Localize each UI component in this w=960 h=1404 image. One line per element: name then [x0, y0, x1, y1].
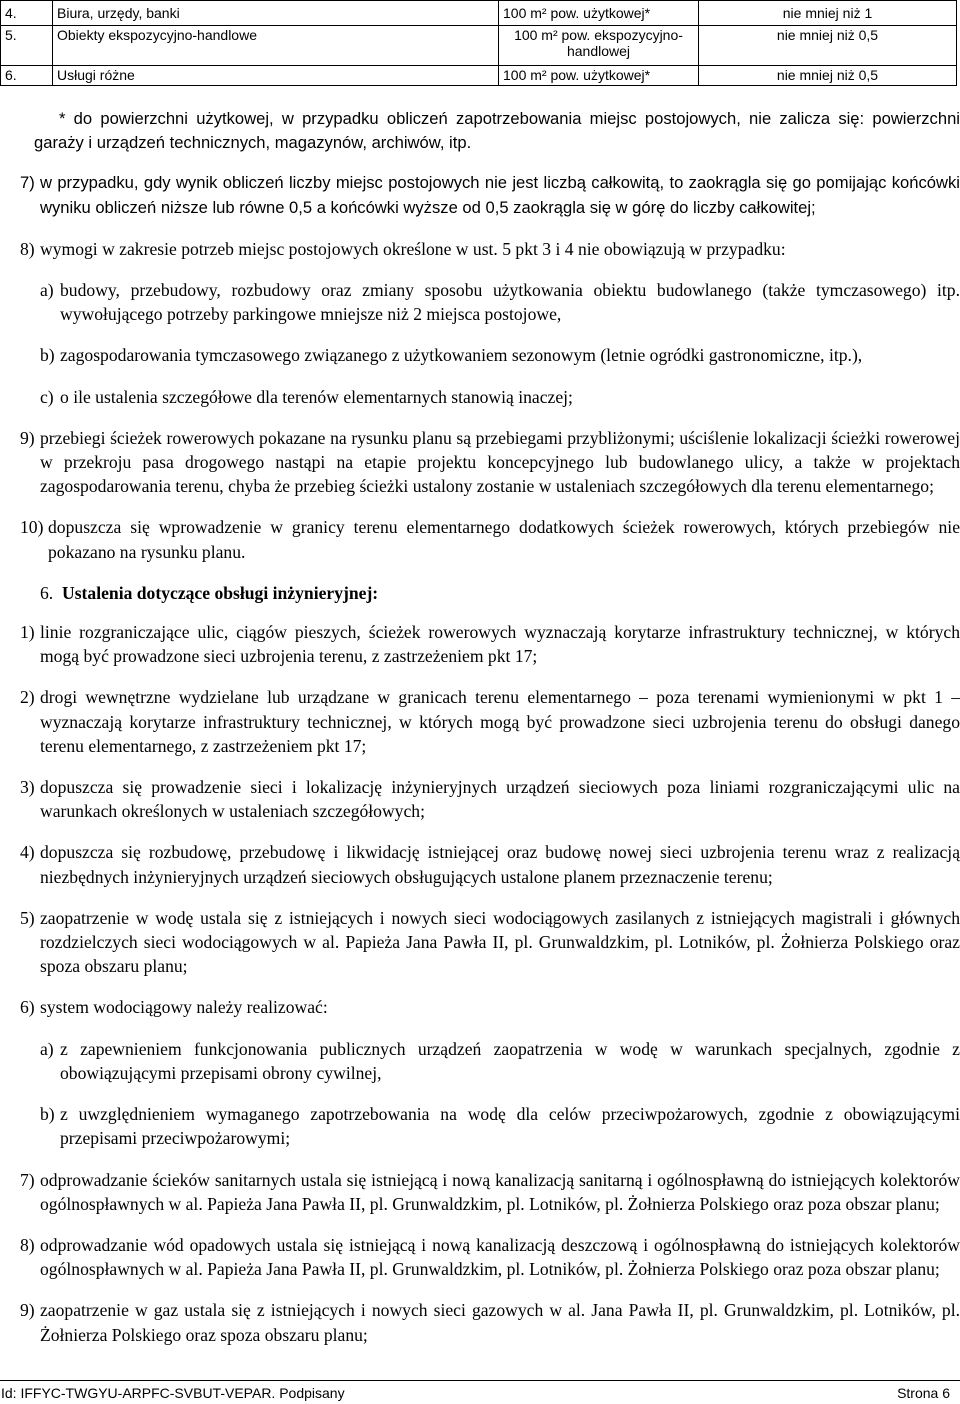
table-cell-object: Usługi różne: [53, 66, 499, 86]
list-item-number: 4): [20, 842, 35, 863]
list-item: [20, 775, 960, 823]
sub-list-item-text: budowy, przebudowy, rozbudowy oraz zmiany sposobu użytkowania obiektu budowlanego (także tymczasowego) itp. wywołującego potrzeby parkingowe mniejsze niż 2 miejsca postojowe,: [60, 280, 960, 325]
sub-list-item-text: o ile ustalenia szczegółowe dla terenów elementarnych stanowią inaczej;: [60, 386, 573, 407]
table-row: [1, 26, 957, 66]
sub-list-item-text: z uwzględnieniem wymaganego zapotrzebowania na wodę dla celów przeciwpożarowych, zgodnie z obowiązującymi przepisami przeciwpożarowymi;: [60, 1104, 960, 1149]
list-item-text: zaopatrzenie w wodę ustala się z istniejących i nowych sieci wodociągowych zasilanych z istniejących magistrali i głównych rozdzielczych sieci wodociągowych w al. Papieża Jana Pawła II, pl. Grunwaldzkim, pl. Lotników, pl. Żołnierza Polskiego oraz spoza obszaru planu;: [40, 907, 960, 977]
list-item-text: w przypadku, gdy wynik obliczeń liczby miejsc postojowych nie jest liczbą całkowitą, to zaokrągla się go pomijając końcówki wyniku obliczeń niższe lub równe 0,5 a końcówki wyższe od 0,5 zaokrągla się w górę do liczby całkowitej;: [40, 173, 960, 217]
list-item-number: 7): [20, 173, 35, 193]
sub-list-item-text: z zapewnieniem funkcjonowania publicznych urządzeń zaopatrzenia w wodę w warunkach specjalnych, zgodnie z obowiązującymi przepisami obrony cywilnej,: [60, 1038, 960, 1083]
list-item-number: 2): [20, 687, 35, 708]
list-item: [20, 906, 960, 979]
list-item-number: 6): [20, 997, 35, 1018]
list-item-text: drogi wewnętrzne wydzielane lub urządzane w granicach terenu elementarnego – poza terenami wymienionymi w pkt 1 – wyznaczają korytarze infrastruktury technicznej, w których mogą być prowadzone sieci uzbrojenia terenu do obsługi danego terenu elementarnego, z zastrzeżeniem pkt 17;: [40, 687, 960, 756]
table-cell-number: 4.: [1, 1, 53, 26]
list-item-number: 8): [20, 238, 35, 259]
list-item-text: odprowadzanie wód opadowych ustala się istniejącą i nową kanalizacją deszczową i ogólnospławną do istniejących kolektorów ogólnospławnych w al. Papieża Jana Pawła II, pl. Grunwaldzkim, pl. Lotników, pl. Żołnierza Polskiego oraz poza obszar planu;: [40, 1234, 960, 1280]
list-item-text: odprowadzanie ścieków sanitarnych ustala się istniejącą i nową kanalizacją sanitarną i ogólnospławną do istniejących kolektorów ogólnospławnych w al. Papieża Jana Pawła II, pl. Grunwaldzkim, pl. Lotników, pl. Żołnierza Polskiego oraz poza obszar planu;: [40, 1169, 960, 1214]
list-item: [20, 171, 960, 219]
list-item-text: dopuszcza się wprowadzenie w granicy terenu elementarnego dodatkowych ścieżek rowerowych, których przebiegów nie pokazano na rysunku planu.: [48, 517, 960, 562]
sub-list-item-letter: b): [40, 345, 55, 366]
list-item-number: 8): [20, 1234, 35, 1255]
list-item-text: wymogi w zakresie potrzeb miejsc postojowych określone w ust. 5 pkt 3 i 4 nie obowiązują w przypadku:: [40, 238, 786, 259]
list-item: [20, 1168, 960, 1216]
parking-requirements-table: [0, 0, 957, 86]
list-item: [20, 685, 960, 758]
sub-list-item-letter: a): [40, 280, 54, 301]
list-item-number: 9): [20, 1300, 35, 1321]
sub-list-item: [20, 385, 960, 409]
list-item-number: 5): [20, 907, 35, 928]
table-footnote: * do powierzchni użytkowej, w przypadku obliczeń zapotrzebowania miejsc postojowych, nie zalicza się: powierzchni garaży i urządzeń technicznych, magazynów, archiwów, itp.: [34, 109, 960, 153]
list-item-text: zaopatrzenie w gaz ustala się z istniejących i nowych sieci gazowych w al. Jana Pawła II, pl. Grunwaldzkim, pl. Lotników, pl. Żołnierza Polskiego oraz spoza obszaru planu;: [40, 1300, 960, 1345]
section-heading: [40, 581, 960, 605]
list-item: [20, 1298, 960, 1346]
section-title: Ustalenia dotyczące obsługi inżynieryjnej:: [62, 582, 379, 603]
list-item: [20, 1233, 960, 1281]
document-id: Id: IFFYC-TWGYU-ARPFC-SVBUT-VEPAR. Podpisany: [1, 1385, 345, 1401]
section-number: 6.: [40, 582, 54, 603]
table-cell-object: Biura, urzędy, banki: [53, 1, 499, 26]
list-item-text: system wodociągowy należy realizować:: [40, 997, 328, 1018]
list-item: [20, 995, 960, 1019]
table-cell-value: nie mniej niż 0,5: [699, 66, 957, 86]
list-item-number: 7): [20, 1169, 35, 1190]
list-item-number: 9): [20, 427, 35, 448]
sub-list-item-letter: b): [40, 1104, 55, 1125]
sub-list-item-letter: c): [40, 386, 54, 407]
list-item-text: linie rozgraniczające ulic, ciągów pieszych, ścieżek rowerowych wyznaczają korytarze infrastruktury technicznej, w których mogą być prowadzone sieci uzbrojenia terenu, z zastrzeżeniem pkt 17;: [40, 622, 960, 667]
list-item-text: dopuszcza się prowadzenie sieci i lokalizację inżynieryjnych urządzeń sieciowych poza liniami rozgraniczającymi ulic na warunkach określonych w ustaleniach szczegółowych;: [40, 777, 960, 822]
footer-divider: [0, 1380, 960, 1381]
list-item-number: 1): [20, 622, 35, 643]
table-cell-value: nie mniej niż 0,5: [699, 26, 957, 66]
sub-list-item: [20, 343, 960, 367]
list-item-number: 10): [20, 517, 44, 538]
list-item: [20, 620, 960, 668]
table-cell-number: 6.: [1, 66, 53, 86]
list-item: [20, 237, 960, 261]
document-body: [20, 107, 960, 1364]
table-cell-unit: 100 m² pow. użytkowej*: [499, 66, 699, 86]
list-item-text: dopuszcza się rozbudowę, przebudowę i likwidację istniejącej oraz budowę nowej sieci uzbrojenia terenu wraz z realizacją niezbędnych inżynieryjnych urządzeń sieciowych obsługujących ustalone planem przeznaczenie terenu;: [40, 842, 960, 887]
list-item: [20, 515, 960, 563]
sub-list-item: [20, 1037, 960, 1085]
page-number: Strona 6: [897, 1385, 950, 1401]
list-item-text: przebiegi ścieżek rowerowych pokazane na rysunku planu są przebiegami przybliżonymi; uściślenie lokalizacji ścieżki rowerowej w przekroju pasa drogowego nastąpi na etapie projektu koncepcyjnego lub budowlanego ulicy, a także w projektach zagospodarowania terenu, chyba że przebieg ścieżki ustalony zostanie w ustaleniach szczegółowych dla terenu elementarnego;: [40, 427, 960, 497]
table-row: [1, 1, 957, 26]
sub-list-item: [20, 1102, 960, 1150]
table-cell-unit: 100 m² pow. użytkowej*: [499, 1, 699, 26]
sub-list-item: [20, 278, 960, 326]
table-cell-value: nie mniej niż 1: [699, 1, 957, 26]
table-cell-number: 5.: [1, 26, 53, 66]
list-item-number: 3): [20, 777, 35, 798]
table-row: [1, 66, 957, 86]
table-cell-unit: 100 m² pow. ekspozycyjno-handlowej: [499, 26, 699, 66]
table-cell-object: Obiekty ekspozycyjno-handlowe: [53, 26, 499, 66]
list-item: [20, 840, 960, 888]
sub-list-item-letter: a): [40, 1038, 54, 1059]
sub-list-item-text: zagospodarowania tymczasowego związanego z użytkowaniem sezonowym (letnie ogródki gastronomiczne, itp.),: [60, 345, 863, 366]
list-item: [20, 426, 960, 499]
